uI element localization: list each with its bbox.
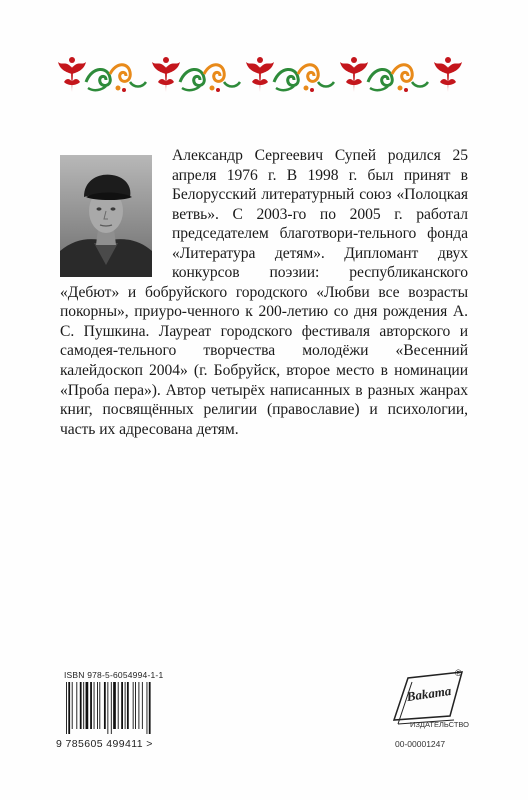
barcode-bar — [121, 682, 123, 729]
barcode-bar — [107, 682, 108, 734]
barcode-bar — [138, 682, 139, 729]
barcode-bar — [99, 682, 100, 729]
barcode-bar — [133, 682, 134, 729]
barcode-bar — [142, 682, 143, 729]
barcode-bar — [76, 682, 77, 729]
barcode-icon — [64, 682, 184, 734]
barcode-bar — [90, 682, 92, 729]
barcode-bar — [111, 682, 112, 734]
author-biography — [60, 146, 468, 439]
publisher-name: Bakama — [405, 682, 453, 705]
publisher-subtitle: ИЗДАТЕЛЬСТВО — [410, 720, 470, 729]
registered-mark: ® — [455, 668, 462, 678]
barcode-bar — [147, 682, 148, 734]
folk-ornament-icon — [52, 52, 476, 98]
isbn-label: ISBN 978-5-6054994-1-1 — [64, 670, 164, 680]
barcode-bar — [86, 682, 89, 729]
catalog-number: 00-00001247 — [395, 739, 446, 749]
barcode-bar — [118, 682, 119, 729]
barcode-bar — [66, 682, 67, 734]
barcode-bar — [113, 682, 116, 729]
barcode-bar — [83, 682, 84, 729]
barcode-bar — [135, 682, 136, 729]
photo-spacer — [60, 146, 172, 282]
barcode-bar — [125, 682, 126, 729]
barcode-bar — [68, 682, 70, 734]
biography-text: Александр Сергеевич Супей родился 25 апреля 1976 г. В 1998 г. был принят в Белорусский литературный союз «Полоцкая ветвь». С 2003-го по 2005 г. работал председателем благотвори-тельного фонда «Литература детям». Дипломант двух конкурсов поэзии: республиканского «Дебют» и бобруйского городского «Любви все возрасты покорны», приуро-ченного к 200-летию со дня рождения А. С. Пушкина. Лауреат городского фестиваля авторского и самодея-тельного творчества молодёжи «Весенний калейдоскоп 2004» (г. Бобруйск, второе место в номинации «Проба пера»). Автор четырёх написанных в разных жанрах книг, посвящённых религии (православие) и психологии, часть их адресована детям. — [60, 147, 468, 438]
barcode-bar — [127, 682, 129, 729]
barcode-bar — [94, 682, 95, 729]
barcode-bar — [72, 682, 73, 729]
barcode-number: 9 785605 499411 > — [56, 738, 153, 750]
barcode-bar — [149, 682, 151, 734]
barcode-bar — [97, 682, 98, 729]
barcode-bar — [80, 682, 82, 729]
barcode-bar — [104, 682, 106, 729]
